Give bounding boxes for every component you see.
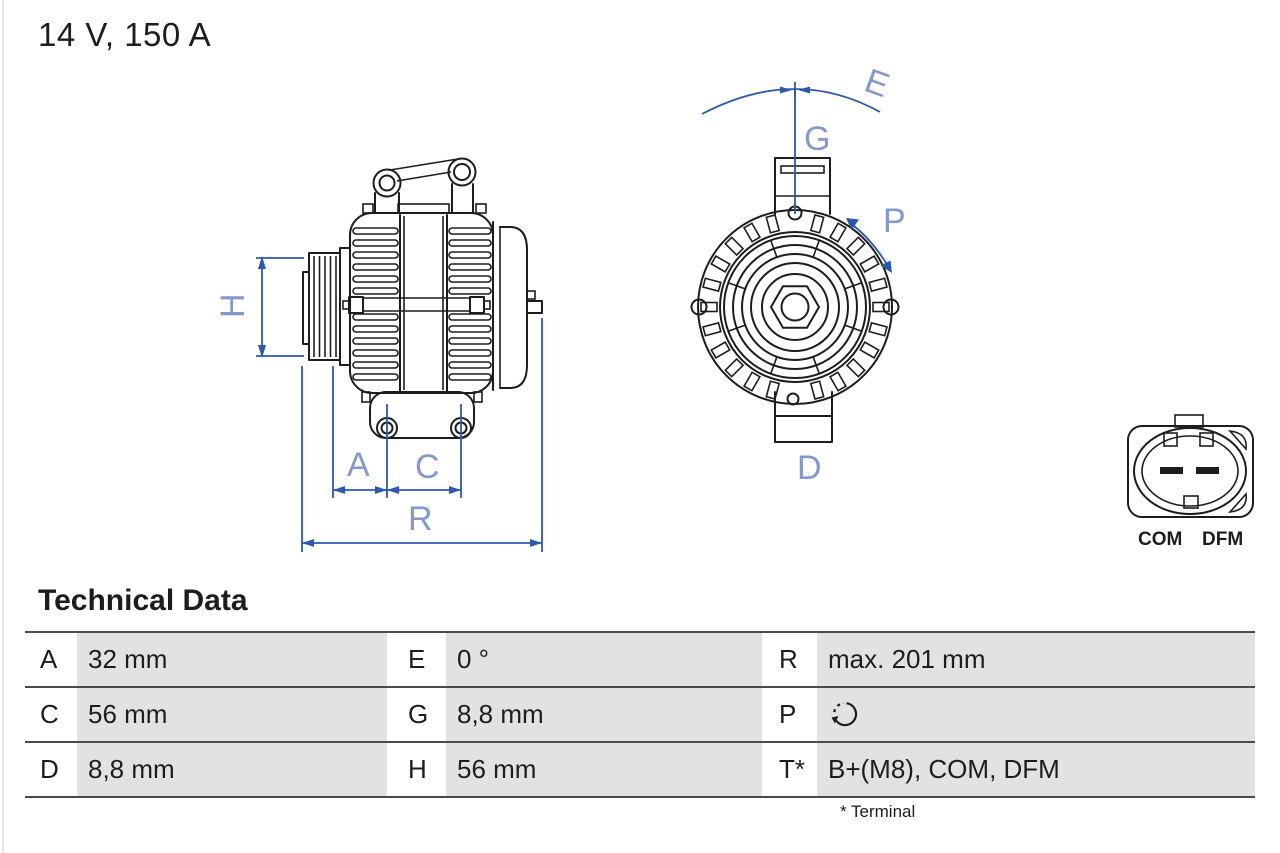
terminal-footnote: * Terminal xyxy=(840,802,916,821)
front-view-drawing xyxy=(692,62,906,487)
dimension-label-r: R xyxy=(408,500,433,538)
inner-spokes xyxy=(728,240,861,373)
connector-housing xyxy=(1128,426,1253,517)
connector-pin-dfm xyxy=(1196,467,1219,474)
dimension-label-c: C xyxy=(415,448,440,486)
dimension-e xyxy=(702,62,894,114)
dimension-label-d: D xyxy=(797,449,822,487)
table-value-t: B+(M8), COM, DFM xyxy=(817,743,1255,796)
shaft-bore xyxy=(782,294,809,321)
table-key-e: E xyxy=(387,633,446,686)
rear-terminal-stub xyxy=(527,291,535,299)
table-value-c: 56 mm xyxy=(77,688,387,741)
connector-corner-top xyxy=(1230,431,1246,449)
dimension-a-c-r xyxy=(302,318,542,552)
rear-terminal xyxy=(527,301,542,313)
technical-data-title: Technical Data xyxy=(38,584,248,617)
tie-bolt-right xyxy=(470,297,484,313)
connector-pin-com xyxy=(1160,467,1183,474)
shaft-hex-nut xyxy=(771,286,819,328)
dimension-g xyxy=(795,88,830,214)
rear-cover xyxy=(500,227,527,388)
bottom-mounting-plate xyxy=(362,392,482,438)
dimension-label-a: A xyxy=(347,446,370,484)
connector-corner-bottom xyxy=(1230,494,1246,512)
table-row xyxy=(25,686,1255,741)
connector-label-dfm: DFM xyxy=(1202,529,1244,550)
dimension-label-h: H xyxy=(214,293,252,318)
dimension-h xyxy=(214,256,304,358)
connector-label-com: COM xyxy=(1138,529,1183,550)
dimension-label-g: G xyxy=(804,120,831,158)
product-rating-title: 14 V, 150 A xyxy=(38,16,212,53)
front-outer-ring xyxy=(698,210,892,404)
tie-bolt-left xyxy=(349,297,363,313)
dimension-label-e: E xyxy=(859,61,895,106)
vent-slots xyxy=(701,215,889,399)
table-value-p xyxy=(817,688,1255,741)
table-key-h: H xyxy=(387,743,446,796)
connector-drawing xyxy=(1128,415,1253,550)
table-value-h: 56 mm xyxy=(446,743,762,796)
table-row xyxy=(25,741,1255,796)
table-value-e: 0 ° xyxy=(446,633,762,686)
top-mounting-ears xyxy=(363,159,486,214)
dimension-label-p: P xyxy=(883,202,906,240)
table-key-c: C xyxy=(25,688,77,741)
table-key-a: A xyxy=(25,633,77,686)
table-value-d: 8,8 mm xyxy=(77,743,387,796)
table-key-t: T* xyxy=(762,743,817,796)
table-key-r: R xyxy=(762,633,817,686)
table-key-g: G xyxy=(387,688,446,741)
table-row xyxy=(25,631,1255,686)
rotation-clockwise-icon xyxy=(828,697,862,731)
table-value-g: 8,8 mm xyxy=(446,688,762,741)
table-key-d: D xyxy=(25,743,77,796)
table-value-r: max. 201 mm xyxy=(817,633,1255,686)
technical-data-table xyxy=(25,631,1255,798)
table-value-a: 32 mm xyxy=(77,633,387,686)
cooling-fins-left xyxy=(353,228,398,380)
side-view-drawing xyxy=(214,159,542,553)
connector-shroud-outer xyxy=(1134,428,1246,514)
table-key-p: P xyxy=(762,688,817,741)
